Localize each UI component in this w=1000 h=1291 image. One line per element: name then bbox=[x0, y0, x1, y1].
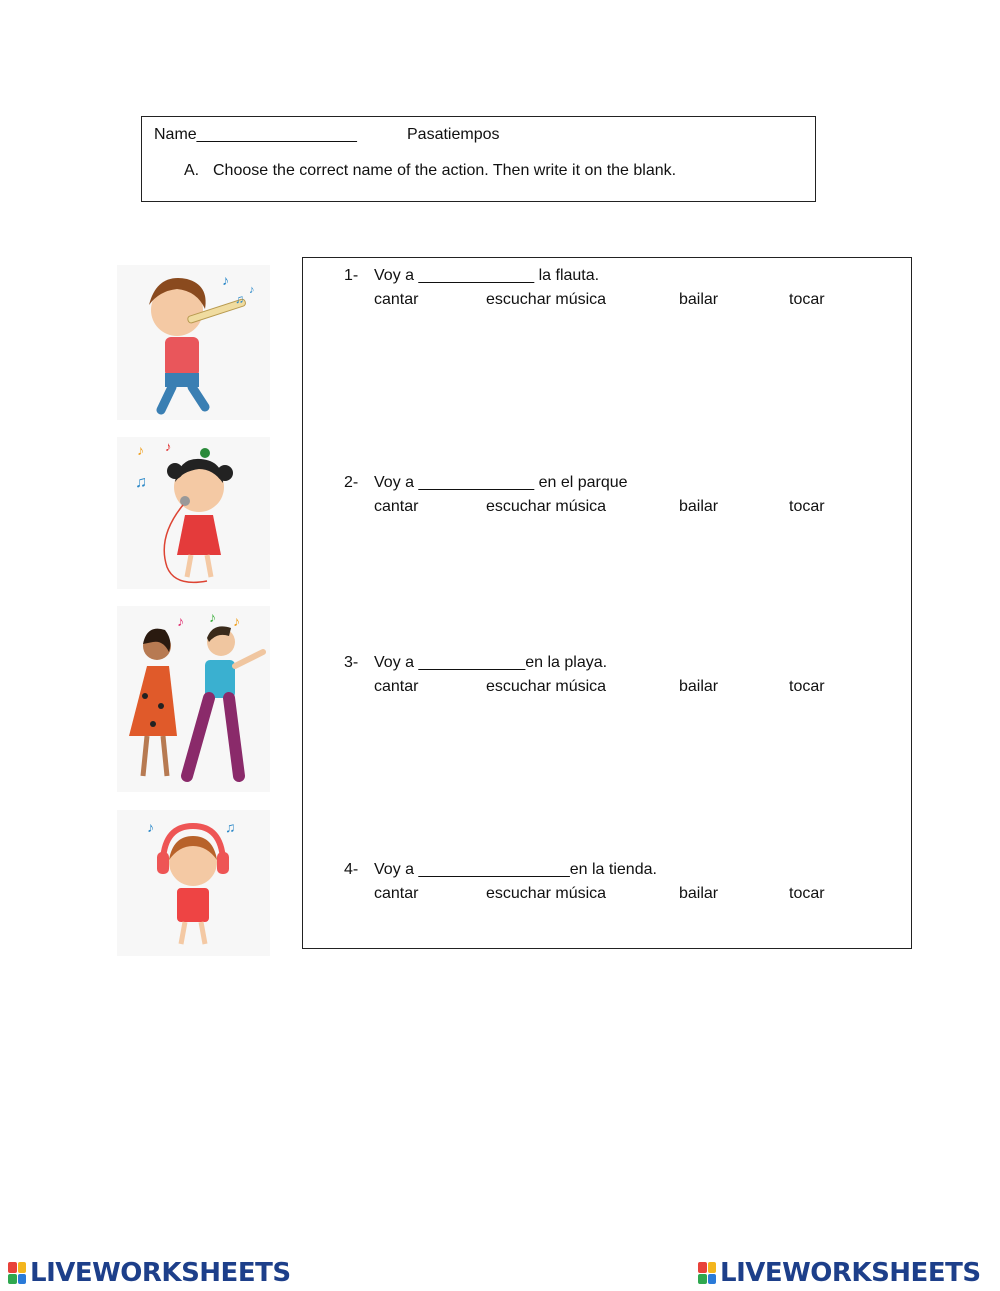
option-bailar: bailar bbox=[679, 291, 719, 308]
instruction-text: Choose the correct name of the action. Then write it on the blank. bbox=[213, 162, 677, 179]
option-cantar: cantar bbox=[374, 678, 419, 695]
svg-text:♫: ♫ bbox=[135, 474, 147, 491]
girl-singing-icon bbox=[117, 437, 270, 589]
couple-dancing-icon bbox=[117, 606, 270, 792]
logo-text: LIVEWORKSHEETS bbox=[720, 1258, 981, 1288]
option-cantar: cantar bbox=[374, 885, 419, 902]
item-number: 1- bbox=[344, 267, 359, 284]
item-number: 2- bbox=[344, 474, 359, 491]
option-bailar: bailar bbox=[679, 498, 719, 515]
svg-text:♪: ♪ bbox=[137, 442, 144, 458]
option-tocar: tocar bbox=[789, 291, 825, 308]
instruction-letter: A. bbox=[184, 162, 200, 179]
liveworksheets-logo-left bbox=[8, 1258, 291, 1288]
item-sentence: Voy a _________________en la tienda. bbox=[374, 861, 657, 878]
liveworksheets-mark-icon bbox=[698, 1262, 716, 1284]
liveworksheets-mark-icon bbox=[8, 1262, 26, 1284]
option-bailar: bailar bbox=[679, 885, 719, 902]
name-label: Name__________________ bbox=[154, 126, 357, 143]
svg-text:♫: ♫ bbox=[225, 819, 236, 835]
worksheet-title: Pasatiempos bbox=[407, 126, 500, 143]
option-cantar: cantar bbox=[374, 498, 419, 515]
svg-text:♪: ♪ bbox=[222, 272, 229, 288]
svg-text:♪: ♪ bbox=[249, 284, 255, 296]
option-escuchar-musica: escuchar música bbox=[486, 678, 607, 695]
item-number: 4- bbox=[344, 861, 359, 878]
option-cantar: cantar bbox=[374, 291, 419, 308]
option-tocar: tocar bbox=[789, 885, 825, 902]
svg-text:♪: ♪ bbox=[233, 613, 240, 629]
option-tocar: tocar bbox=[789, 678, 825, 695]
liveworksheets-logo-right bbox=[698, 1258, 981, 1288]
option-escuchar-musica: escuchar música bbox=[486, 885, 607, 902]
girl-listening-music-icon bbox=[117, 810, 270, 956]
svg-text:♪: ♪ bbox=[177, 613, 184, 629]
option-tocar: tocar bbox=[789, 498, 825, 515]
item-sentence: Voy a ____________en la playa. bbox=[374, 654, 608, 671]
option-escuchar-musica: escuchar música bbox=[486, 498, 607, 515]
svg-text:♫: ♫ bbox=[235, 292, 244, 306]
item-sentence: Voy a _____________ en el parque bbox=[374, 474, 628, 491]
item-sentence: Voy a _____________ la flauta. bbox=[374, 267, 600, 284]
logo-text: LIVEWORKSHEETS bbox=[30, 1258, 291, 1288]
item-number: 3- bbox=[344, 654, 359, 671]
header-box bbox=[141, 116, 816, 202]
svg-text:♪: ♪ bbox=[165, 439, 172, 454]
option-escuchar-musica: escuchar música bbox=[486, 291, 607, 308]
svg-text:♪: ♪ bbox=[209, 609, 216, 625]
exercise-box bbox=[302, 257, 912, 949]
option-bailar: bailar bbox=[679, 678, 719, 695]
boy-playing-flute-icon bbox=[117, 265, 270, 420]
svg-text:♪: ♪ bbox=[147, 819, 154, 835]
